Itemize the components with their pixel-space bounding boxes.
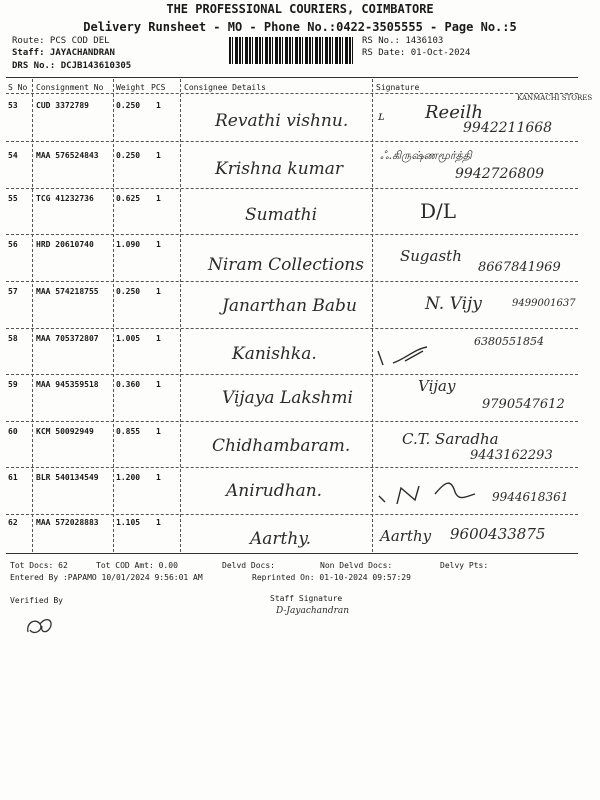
staff-label: Staff: JAYACHANDRAN [12,48,115,58]
row-weight: 0.250 [116,287,141,296]
consignee-name: Aarthy. [250,529,312,549]
row-consignment-no: CUD 3372789 [36,101,89,110]
consignee-name: Anirudhan. [226,481,323,501]
row-pcs: 1 [156,287,161,296]
phone-hand: 8667841969 [478,260,561,275]
rs-date: RS Date: 01-Oct-2024 [362,48,471,58]
row-pcs: 1 [156,101,161,110]
staff-signature-label: Staff Signature [270,594,343,603]
drs-number: DRS No.: DCJB143610305 [12,61,132,71]
row-consignment-no: MAA 572028883 [36,518,99,527]
row-pcs: 1 [156,194,161,203]
row-consignment-no: MAA 705372807 [36,334,99,343]
phone-hand: 9942211668 [463,120,553,136]
row-pcs: 1 [156,427,161,436]
table-row [0,515,600,553]
row-sno: 55 [8,194,18,203]
phone-hand: 9790547612 [482,397,565,412]
verifier-signature [22,610,62,640]
delivery-points: Delvy Pts: [440,561,489,570]
phone-hand: 6380551854 [474,335,544,348]
consignee-name: Sumathi [245,205,318,225]
row-sno: 57 [8,287,18,296]
row-sno: 59 [8,380,18,389]
runsheet-subtitle: Delivery Runsheet - MO - Phone No.:0422-3505555 - Page No.:5 [83,20,517,34]
consignee-name: Niram Collections [208,255,364,275]
row-weight: 0.625 [116,194,141,203]
row-pcs: 1 [156,334,161,343]
table-row [0,375,600,421]
table-row [0,142,600,188]
row-weight: 0.855 [116,427,141,436]
signature-hand: Reeilh [425,102,483,123]
col-header-consignment: Consignment No [36,83,104,92]
phone-hand: 9443162293 [470,448,553,463]
signature-scribble [375,341,465,369]
tick-mark: ʟ [378,109,385,123]
row-consignment-no: TCG 41232736 [36,194,94,203]
signature-hand: D/L [420,199,457,223]
signature-hand: Sugasth [400,247,462,265]
phone-hand: 9944618361 [492,490,569,504]
col-header-consignee: Consignee Details [184,83,266,92]
row-sno: 53 [8,101,18,110]
consignee-name: Vijaya Lakshmi [222,388,353,408]
row-weight: 1.105 [116,518,141,527]
consignee-name: Revathi vishnu. [215,111,349,131]
row-sno: 54 [8,151,18,160]
table-row [0,96,600,142]
col-header-weight: Weight [116,83,145,92]
route-label: Route: PCS COD DEL [12,36,110,46]
col-header-pcs: PCS [151,83,166,92]
row-weight: 0.360 [116,380,141,389]
row-weight: 1.005 [116,334,141,343]
rs-number: RS No.: 1436103 [362,36,444,46]
row-sno: 56 [8,240,18,249]
table-row [0,422,600,468]
row-weight: 0.250 [116,151,141,160]
header-divider [6,93,578,94]
table-row [0,329,600,375]
delivered-docs: Delvd Docs: [222,561,275,570]
row-sno: 60 [8,427,18,436]
row-weight: 1.200 [116,473,141,482]
signature-scribble [375,474,505,510]
table-row [0,282,600,328]
table-row [0,235,600,281]
col-header-signature: Signature [376,83,420,92]
row-weight: 0.250 [116,101,141,110]
row-consignment-no: BLR 540134549 [36,473,99,482]
row-pcs: 1 [156,240,161,249]
phone-hand: 9499001637 [512,298,576,309]
row-sno: 62 [8,518,18,527]
col-header-sno: S No [8,83,28,92]
row-pcs: 1 [156,473,161,482]
table-bottom-border [6,553,578,554]
consignee-name: Krishna kumar [215,159,344,179]
row-consignment-no: HRD 20610740 [36,240,94,249]
row-sno: 58 [8,334,18,343]
signature-hand: Vijay [418,377,456,395]
reprinted-on: Reprinted On: 01-10-2024 09:57:29 [252,573,411,582]
table-row [0,468,600,514]
row-consignment-no: MAA 945359518 [36,380,99,389]
signature-hand: N. Vijy [425,294,482,314]
entered-by: Entered By :PAPAMO 10/01/2024 9:56:01 AM [10,573,203,582]
row-pcs: 1 [156,518,161,527]
total-docs: Tot Docs: 62 [10,561,68,570]
row-consignment-no: MAA 576524843 [36,151,99,160]
phone-hand: 9600433875 [450,525,546,543]
staff-signature-hand: D-Jayachandran [276,606,350,616]
consignee-name: Chidhambaram. [212,436,351,456]
table-row [0,189,600,235]
row-pcs: 1 [156,380,161,389]
verified-by-label: Verified By [10,596,63,605]
signature-hand: Aarthy [380,527,432,545]
consignee-name: Kanishka. [232,344,317,364]
row-pcs: 1 [156,151,161,160]
row-consignment-no: KCM 50092949 [36,427,94,436]
phone-hand: 9942726809 [455,166,545,182]
barcode-image [229,37,355,64]
signature-hand: ஃ.கிருஷ்ணமூர்த்தி [380,149,472,162]
consignee-name: Janarthan Babu [222,296,357,316]
row-weight: 1.090 [116,240,141,249]
company-title: THE PROFESSIONAL COURIERS, COIMBATORE [166,2,434,16]
total-cod-amount: Tot COD Amt: 0.00 [96,561,178,570]
stamp-text: KANMACHI STORES [517,94,593,102]
row-consignment-no: MAA 574218755 [36,287,99,296]
row-sno: 61 [8,473,18,482]
non-delivered-docs: Non Delvd Docs: [320,561,393,570]
signature-hand: C.T. Saradha [402,430,499,448]
table-top-border [6,77,578,78]
